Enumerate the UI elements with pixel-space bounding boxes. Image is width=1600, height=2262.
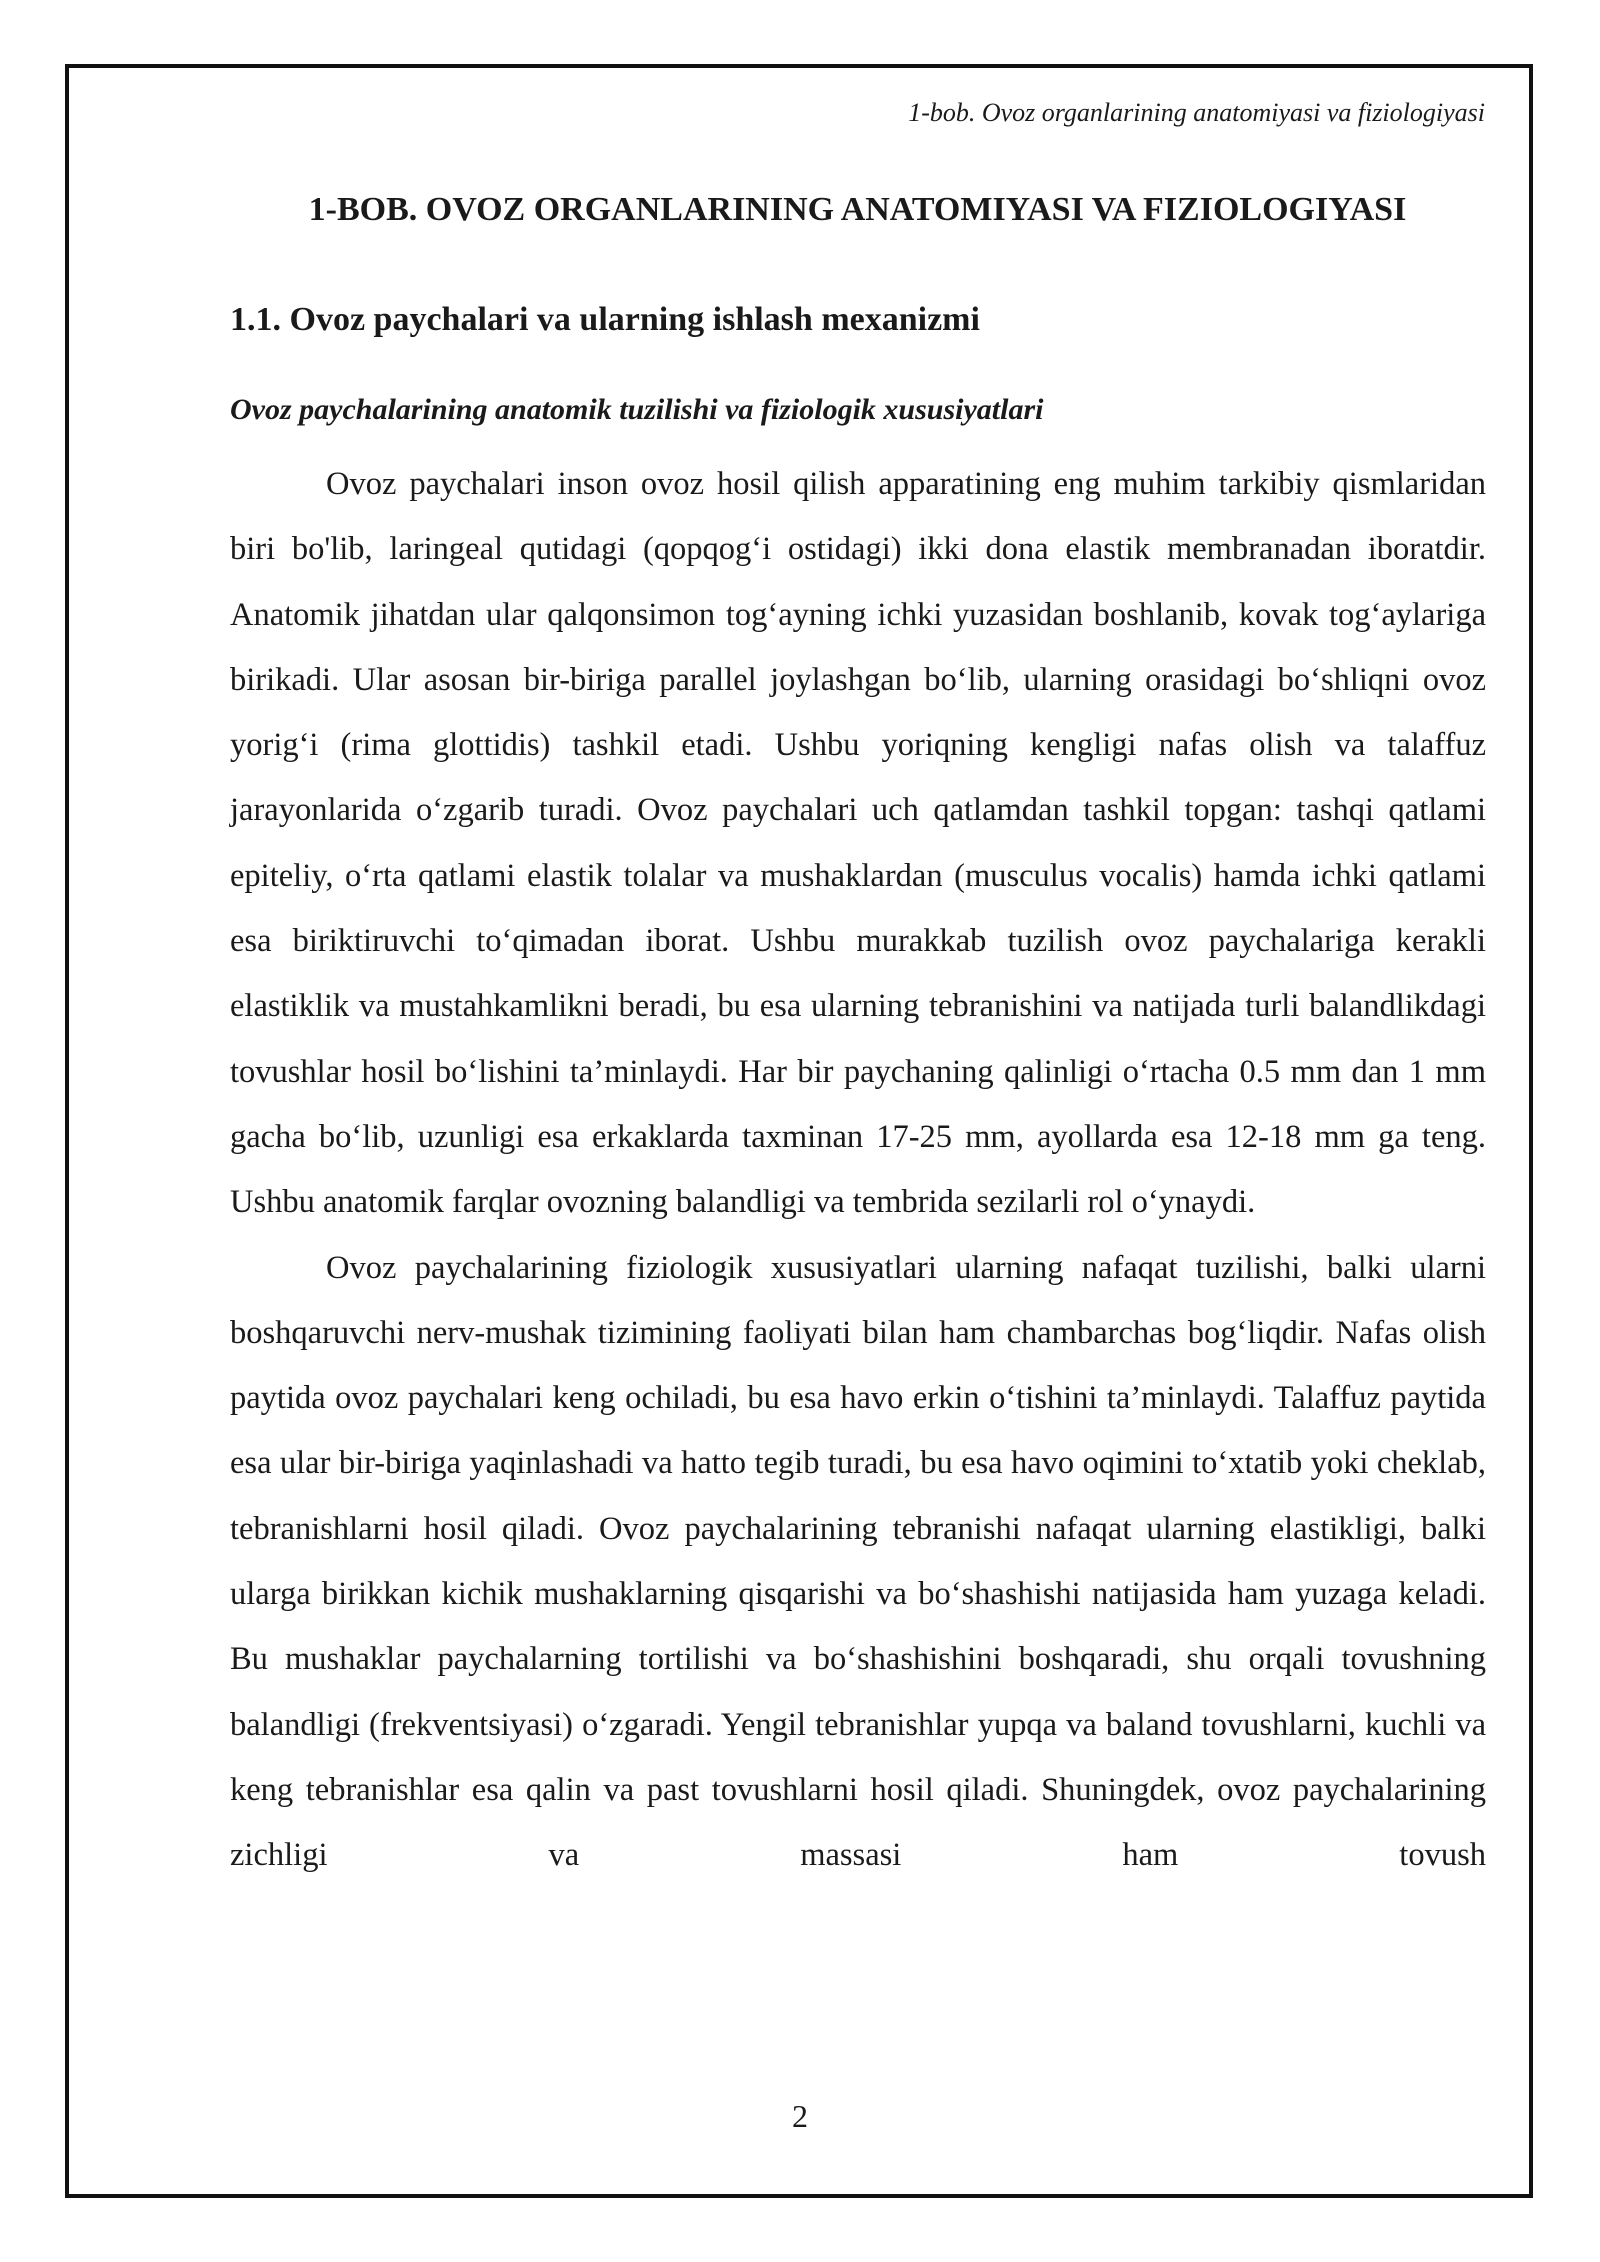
section-title: 1.1. Ovoz paychalari va ularning ishlash mexanizmi bbox=[230, 301, 980, 338]
chapter-title: 1-BOB. OVOZ ORGANLARINING ANATOMIYASI VA FIZIOLOGIYASI bbox=[308, 191, 1407, 228]
subsection-title: Ovoz paychalarining anatomik tuzilishi va fiziologik xususiyatlari bbox=[230, 393, 1044, 426]
body-text bbox=[230, 452, 1486, 1889]
page-number: 2 bbox=[792, 2098, 808, 2134]
paragraph: Ovoz paychalarining fiziologik xususiyatlari ularning nafaqat tuzilishi, balki ularni boshqaruvchi nerv-mushak tizimining faoliyati bilan ham chambarchas bog‘liqdir. Nafas olish paytida ovoz paychalari keng ochiladi, bu esa havo erkin o‘tishini ta’minlaydi. Talaffuz paytida esa ular bir-biriga yaqinlashadi va hatto tegib turadi, bu esa havo oqimini to‘xtatib yoki cheklab, tebranishlarni hosil qiladi. Ovoz paychalarining tebranishi nafaqat ularning elastikligi, balki ularga birikkan kichik mushaklarning qisqarishi va bo‘shashishi natijasida ham yuzaga keladi. Bu mushaklar paychalarning tortilishi va bo‘shashishini boshqaradi, shu orqali tovushning balandligi (frekventsiyasi) o‘zgaradi. Yengil tebranishlar yupqa va baland tovushlarni, kuchli va keng tebranishlar esa qalin va past tovushlarni hosil qiladi. Shuningdek, ovoz paychalarining zichligi va massasi ham tovush bbox=[230, 1249, 1486, 1874]
running-header: 1-bob. Ovoz organlarining anatomiyasi va fiziologiyasi bbox=[908, 98, 1485, 127]
paragraph: Ovoz paychalari inson ovoz hosil qilish apparatining eng muhim tarkibiy qismlaridan biri bo'lib, laringeal qutidagi (qopqog‘i ostidagi) ikki dona elastik membranadan iboratdir. Anatomik jihatdan ular qalqonsimon tog‘ayning ichki yuzasidan boshlanib, kovak tog‘aylariga birikadi. Ular asosan bir-biriga parallel joylashgan bo‘lib, ularning orasidagi bo‘shliqni ovoz yorig‘i (rima glottidis) tashkil etadi. Ushbu yoriqning kengligi nafas olish va talaffuz jarayonlarida o‘zgarib turadi. Ovoz paychalari uch qatlamdan tashkil topgan: tashqi qatlami epiteliy, o‘rta qatlami elastik tolalar va mushaklardan (musculus vocalis) hamda ichki qatlami esa biriktiruvchi to‘qimadan iborat. Ushbu murakkab tuzilish ovoz paychalariga kerakli elastiklik va mustahkamlikni beradi, bu esa ularning tebranishini va natijada turli balandlikdagi tovushlar hosil bo‘lishini ta’minlaydi. Har bir paychaning qalinligi o‘rtacha 0.5 mm dan 1 mm gacha bo‘lib, uzunligi esa erkaklarda taxminan 17-25 mm, ayollarda esa 12-18 mm ga teng. Ushbu anatomik farqlar ovozning balandligi va tembrida sezilarli rol o‘ynaydi. bbox=[230, 466, 1486, 1221]
